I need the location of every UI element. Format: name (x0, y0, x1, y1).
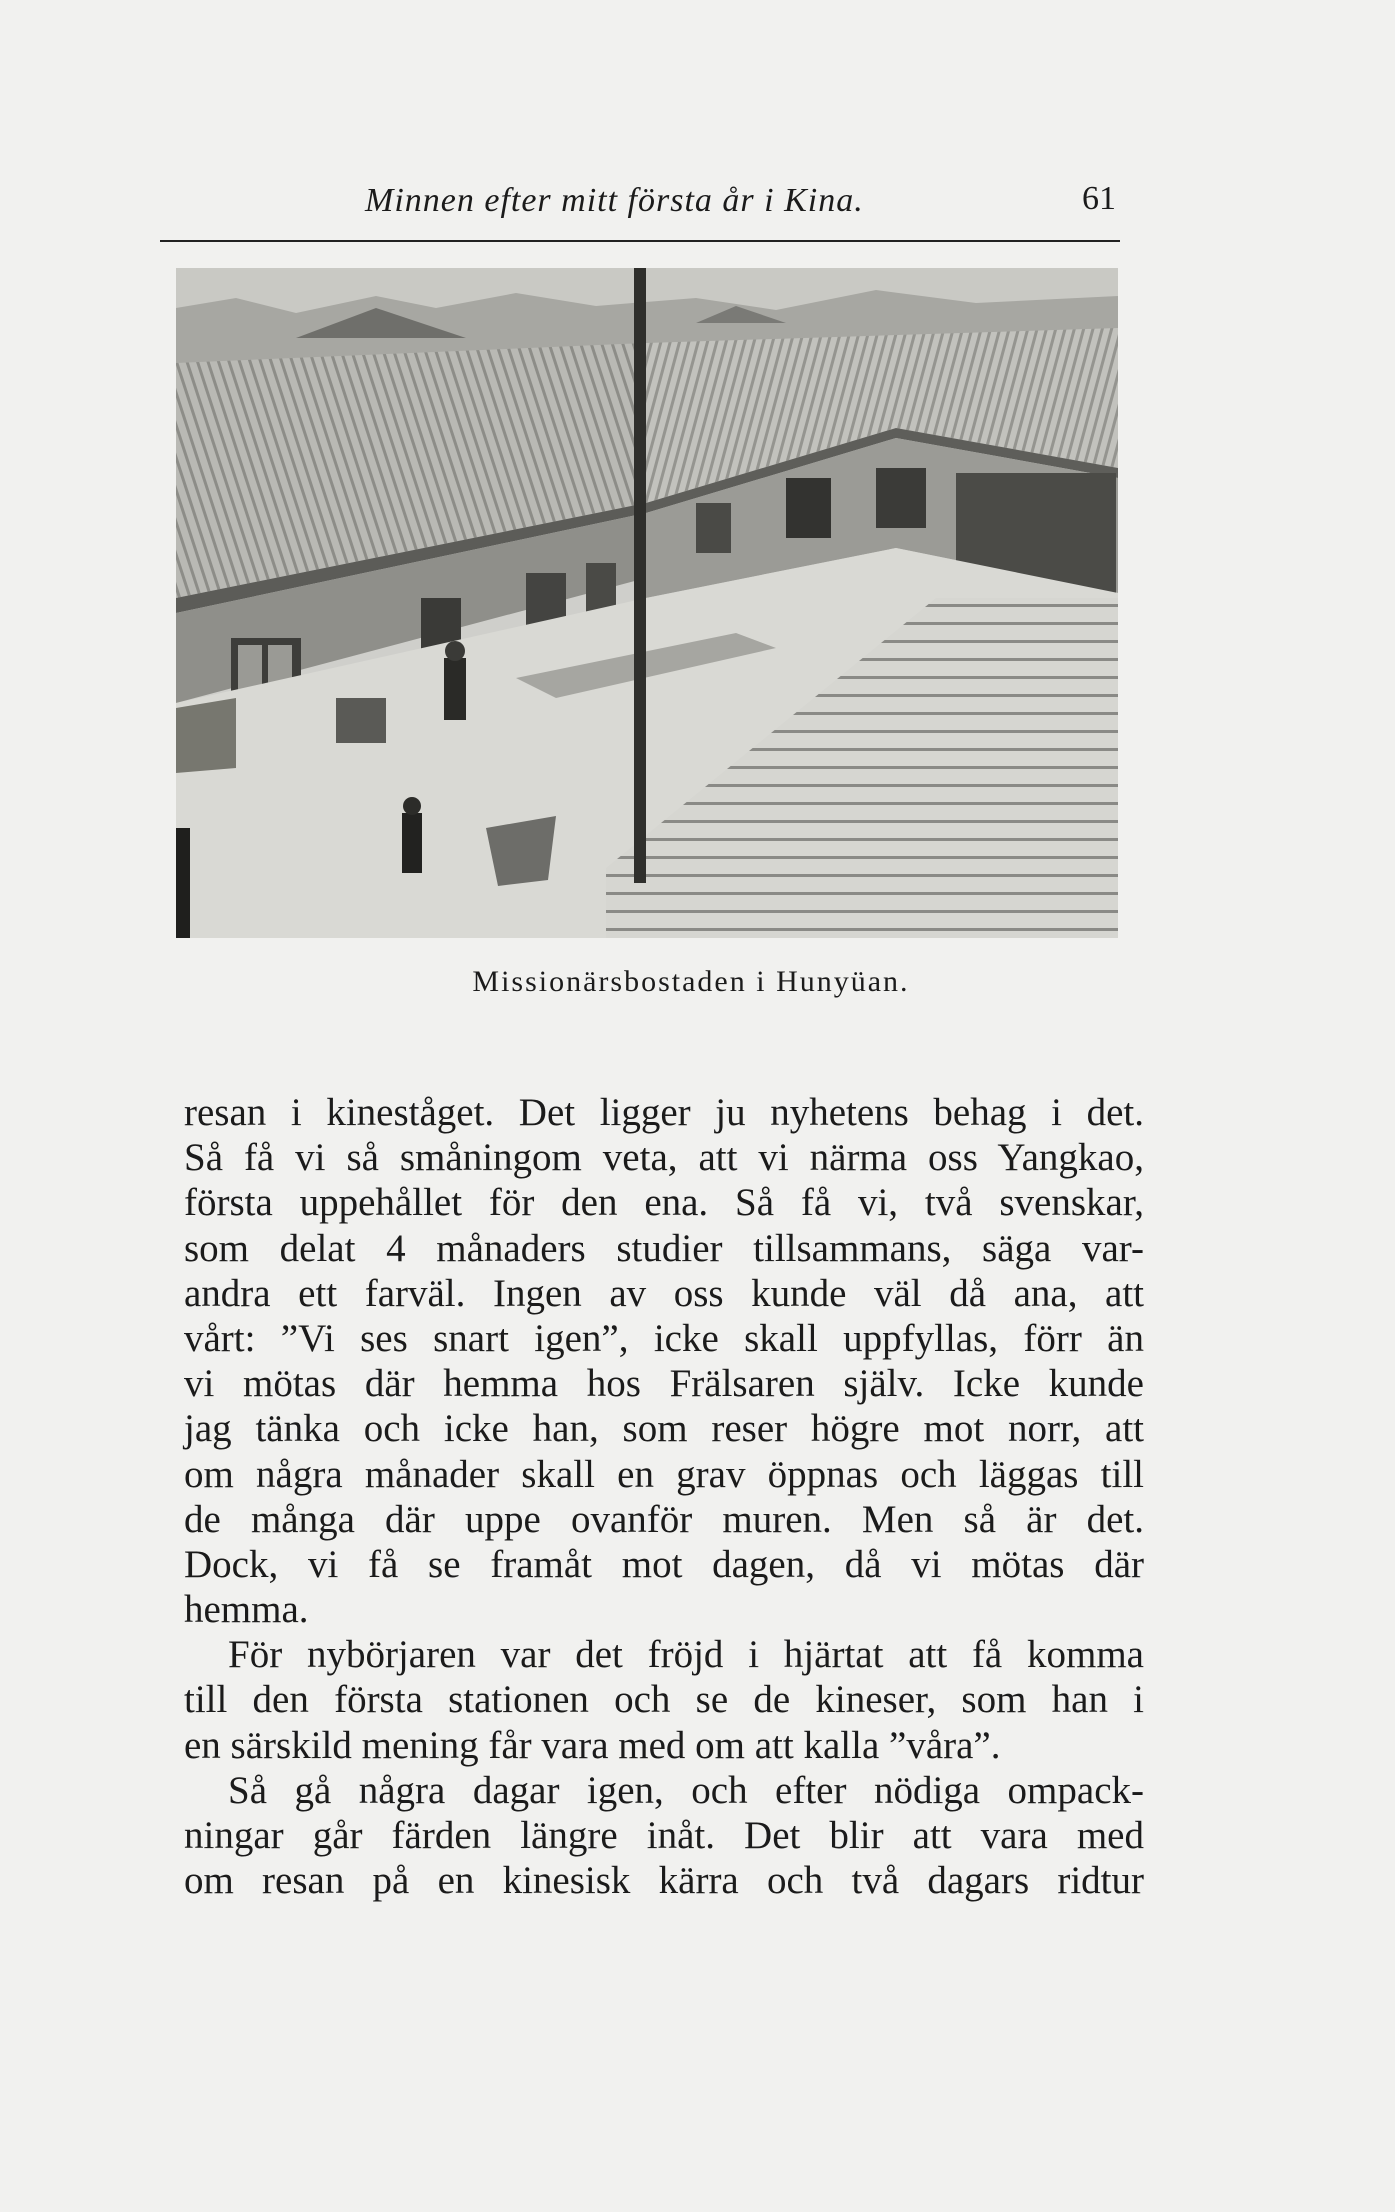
body-line: jag tänka och icke han, som reser högre mot norr, att (184, 1407, 1144, 1451)
body-line: till den första stationen och se de kineser, som han i (184, 1678, 1144, 1722)
body-line: första uppehållet för den ena. Så få vi, två svenskar, (184, 1181, 1144, 1225)
body-line: För nybörjaren var det fröjd i hjärtat att få komma (228, 1633, 1144, 1677)
page-number: 61 (1082, 180, 1116, 217)
body-line: vårt: ”Vi ses snart igen”, icke skall uppfyllas, förr än (184, 1316, 1144, 1360)
page-header (160, 178, 1120, 242)
body-line: ningar går färden längre inåt. Det blir att vara med (184, 1814, 1144, 1857)
body-line: som delat 4 månaders studier tillsammans, säga var- (184, 1226, 1144, 1270)
body-line: om några månader skall en grav öppnas och läggas till (184, 1452, 1144, 1496)
body-line: andra ett farväl. Ingen av oss kunde väl då ana, att (184, 1271, 1144, 1315)
body-line: om resan på en kinesisk kärra och två dagars ridtur (184, 1859, 1144, 1903)
body-line: resan i kineståget. Det ligger ju nyhetens behag i det. (184, 1091, 1144, 1134)
body-line: Dock, vi få se framåt mot dagen, då vi mötas där (184, 1542, 1144, 1586)
running-title: Minnen efter mitt första år i Kina. (365, 182, 864, 219)
figure-caption: Missionärsbostaden i Hunyüan. (472, 965, 910, 998)
body-line: Så få vi så småningom veta, att vi närma oss Yangkao, (184, 1136, 1144, 1180)
body-line: Så gå några dagar igen, och efter nödiga ompack- (228, 1768, 1144, 1812)
body-line: en särskild mening får vara med om att kalla ”våra”. (184, 1723, 1001, 1767)
photograph-mission-house (176, 268, 1118, 938)
body-line: hemma. (184, 1588, 309, 1632)
body-line: vi mötas där hemma hos Frälsaren själv. Icke kunde (184, 1362, 1144, 1406)
body-line: de många där uppe ovanför muren. Men så är det. (184, 1497, 1144, 1541)
body-text (184, 1090, 1144, 1903)
